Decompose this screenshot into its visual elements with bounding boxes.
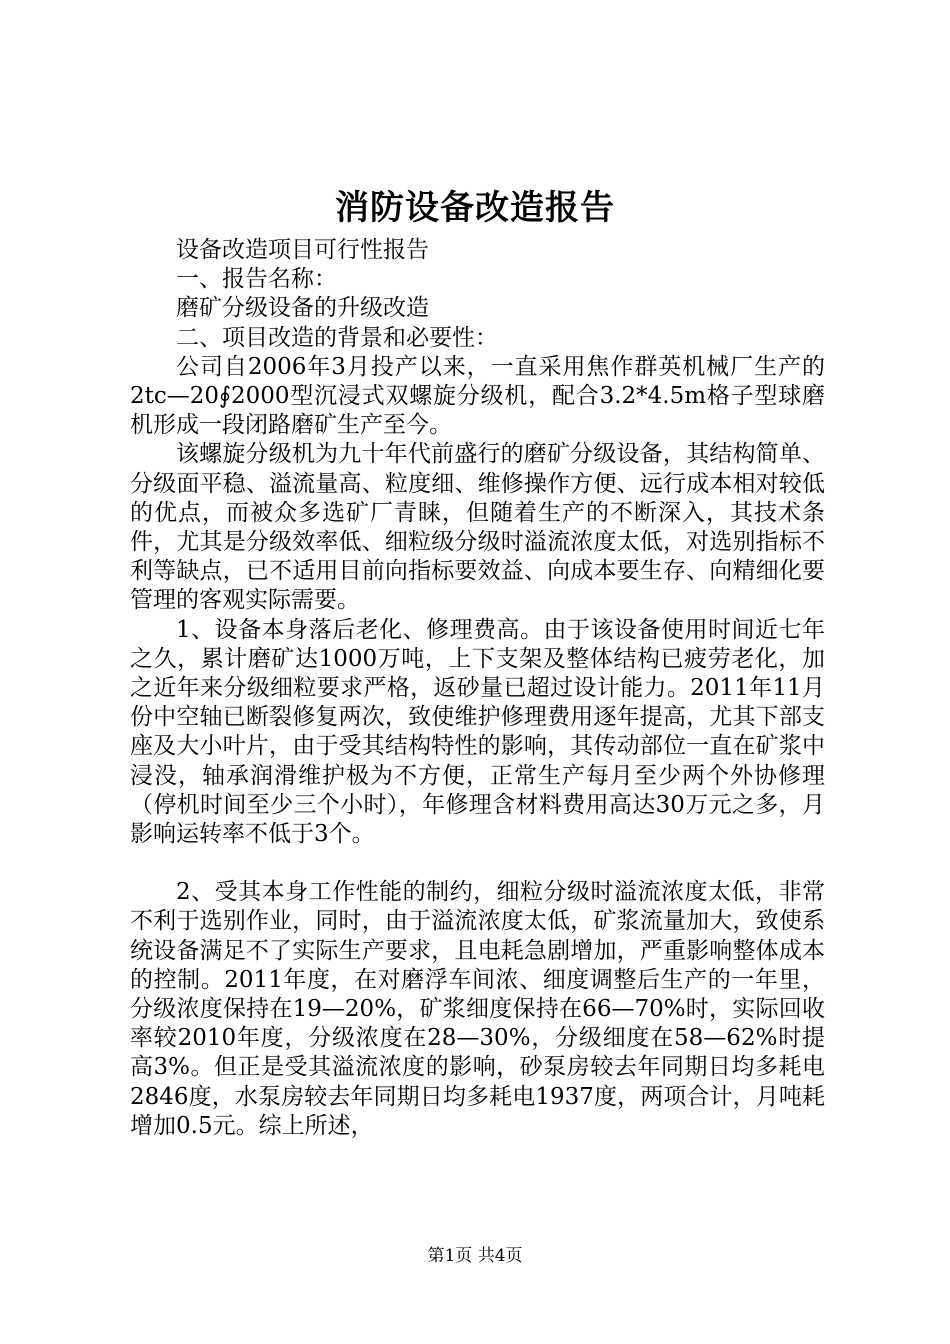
paragraph-section-1-heading: 一、报告名称： xyxy=(176,266,337,293)
paragraph-report-name: 磨矿分级设备的升级改造 xyxy=(176,295,429,322)
paragraph-company-background: 公司自2006年3月投产以来，一直采用焦作群英机械厂生产的2tc—20∮2000型沉浸式双螺旋分级机，配合3.2*4.5m格子型球磨机形成一段闭路磨矿生产至今。 xyxy=(130,353,825,439)
page-number-footer: 第1页 共4页 xyxy=(427,1246,523,1266)
paragraph-point-2: 2、受其本身工作性能的制约，细粒分级时溢流浓度太低，非常不利于选别作业，同时，由于溢流浓度太低，矿浆流量加大，致使系统设备满足不了实际生产要求，且电耗急剧增加，严重影响整体成本的控制。2011年度，在对磨浮车间浓、细度调整后生产的一年里，分级浓度保持在19—20%，矿浆细度保持在66—70%时，实际回收率较2010年度，分级浓度在28—30%，分级细度在58—62%时提高3%。但正是受其溢流浓度的影响，砂泵房较去年同期日均多耗电2846度，水泵房较去年同期日均多耗电1937度，两项合计，月吨耗增加0.5元。综上所述， xyxy=(130,879,825,1139)
paragraph-point-1: 1、设备本身落后老化、修理费高。由于该设备使用时间近七年之久，累计磨矿达1000万吨，上下支架及整体结构已疲劳老化，加之近年来分级细粒要求严格，返砂量已超过设计能力。2011年11月份中空轴已断裂修复两次，致使维护修理费用逐年提高，尤其下部支座及大小叶片，由于受其结构特性的影响，其传动部位一直在矿浆中浸没，轴承润滑维护极为不方便，正常生产每月至少两个外协修理（停机时间至少三个小时），年修理含材料费用高达30万元之多，月影响运转率不低于3个。 xyxy=(130,616,825,848)
document-title: 消防设备改造报告 xyxy=(335,188,615,228)
paragraph-classifier-description: 该螺旋分级机为九十年代前盛行的磨矿分级设备，其结构简单、分级面平稳、溢流量高、粒度细、维修操作方便、远行成本相对较低的优点，而被众多选矿厂青睐，但随着生产的不断深入，其技术条件，尤其是分级效率低、细粒级分级时溢流浓度太低，对选别指标不利等缺点，已不适用目前向指标要效益、向成本要生存、向精细化要管理的客观实际需要。 xyxy=(130,441,825,614)
paragraph-subtitle: 设备改造项目可行性报告 xyxy=(176,237,429,263)
paragraph-section-2-heading: 二、项目改造的背景和必要性： xyxy=(176,324,498,351)
document-body xyxy=(130,236,825,1141)
